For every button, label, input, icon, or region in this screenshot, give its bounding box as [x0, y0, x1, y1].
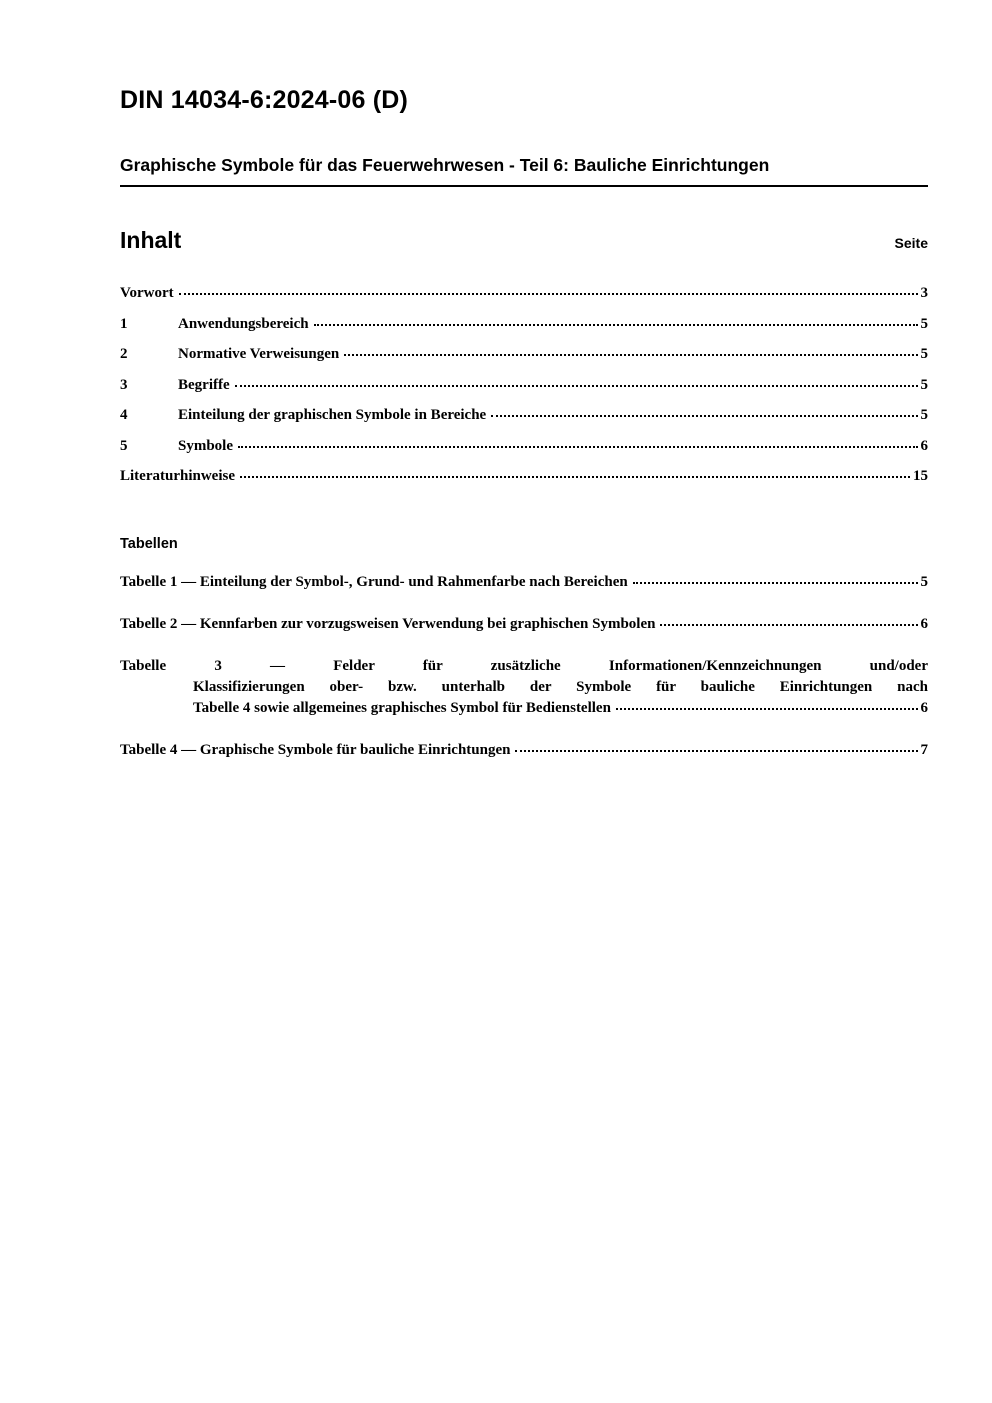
toc-entry-label: Einteilung der graphischen Symbole in Bereiche [178, 407, 487, 423]
toc-entry-number: 3 [120, 376, 128, 393]
toc-leader [660, 624, 917, 626]
table-entry-label: Tabelle 4 — Graphische Symbole für bauliche Einrichtungen [120, 742, 511, 758]
toc-row-5 [120, 437, 928, 456]
toc-leader [633, 582, 918, 584]
table-entry-4 [120, 740, 928, 761]
toc-page-number: 5 [920, 315, 928, 332]
toc-leader [238, 446, 917, 448]
table-page-number: 6 [920, 700, 928, 716]
toc-page-number: 6 [920, 437, 928, 454]
toc-entry-label: Normative Verweisungen [178, 346, 340, 362]
table-entry-line-2: Klassifizierungen ober- bzw. unterhalb der Symbole für bauliche Einrichtungen nach [193, 679, 928, 695]
toc-row-3 [120, 376, 928, 395]
table-entry-2 [120, 614, 928, 635]
table-entry-1 [120, 572, 928, 593]
tables-list [120, 572, 928, 761]
toc-entry-label: Vorwort [120, 285, 174, 301]
toc-page-number: 3 [920, 285, 928, 301]
toc-entry-label: Anwendungsbereich [178, 315, 309, 332]
table-entry-label: Tabelle 1 — Einteilung der Symbol-, Grund- und Rahmenfarbe nach Bereichen [120, 574, 628, 590]
toc-row-1 [120, 315, 928, 334]
toc-page-number: 5 [920, 407, 928, 423]
toc-leader [491, 415, 917, 417]
toc-entry-number: 5 [120, 437, 128, 454]
table-entry-3 [120, 656, 928, 719]
toc-page-number: 15 [913, 468, 928, 484]
table-page-number: 5 [920, 574, 928, 590]
toc-entry-label: Literaturhinweise [120, 468, 235, 484]
doc-title: Graphische Symbole für das Feuerwehrwesen - Teil 6: Bauliche Einrichtungen [120, 155, 928, 187]
toc-leader [179, 293, 918, 295]
table-entry-label: Tabelle 4 sowie allgemeines graphisches Symbol für Bedienstellen [193, 700, 611, 716]
toc-entry-label: Symbole [178, 437, 234, 454]
toc-heading: Inhalt [120, 227, 182, 253]
doc-id: DIN 14034-6:2024-06 (D) [120, 86, 409, 114]
toc-leader [344, 354, 917, 356]
toc-leader [240, 476, 910, 478]
toc-row-vorwort [120, 284, 928, 303]
toc-entry-number: 4 [120, 407, 128, 423]
toc-row-2 [120, 345, 928, 364]
table-entry-label: Tabelle 2 — Kennfarben zur vorzugsweisen Verwendung bei graphischen Symbolen [120, 616, 656, 632]
toc-entry-label: Begriffe [178, 376, 230, 393]
tables-heading: Tabellen [120, 536, 178, 552]
toc-row-4 [120, 406, 928, 425]
toc-header [120, 227, 928, 254]
toc-leader [515, 750, 917, 752]
toc-leader [616, 708, 918, 710]
toc-entry-number: 1 [120, 315, 128, 332]
toc-entry-number: 2 [120, 346, 128, 362]
table-entry-line-1: Tabelle 3 — Felder für zusätzliche Informationen/Kennzeichnungen und/oder [120, 658, 928, 674]
table-page-number: 6 [920, 616, 928, 632]
toc-list [120, 284, 928, 486]
toc-page-number: 5 [920, 376, 928, 393]
table-entry-line-3 [193, 698, 928, 719]
table-page-number: 7 [920, 742, 928, 758]
toc-leader [235, 385, 918, 387]
toc-page-number: 5 [920, 346, 928, 362]
seite-label: Seite [894, 235, 928, 251]
toc-row-literaturhinweise [120, 467, 928, 486]
toc-leader [314, 324, 918, 326]
